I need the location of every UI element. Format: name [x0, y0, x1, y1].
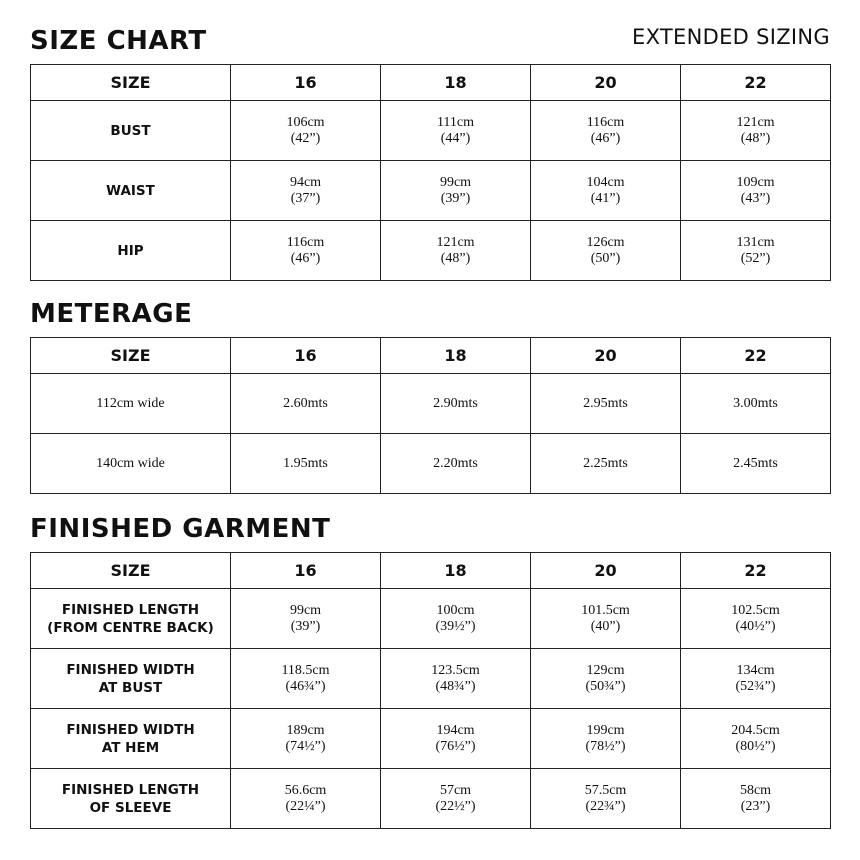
meterage-title: METERAGE: [30, 299, 193, 329]
row-label-hip: HIP: [31, 221, 231, 281]
table-cell: [531, 221, 681, 281]
cell-inch: (74½”): [285, 738, 326, 754]
row-label-bust: BUST: [31, 101, 231, 161]
cell-inch: (43”): [740, 190, 771, 206]
size-22-header: 22: [681, 553, 831, 589]
row-label-112cm-wide: 112cm wide: [31, 374, 231, 434]
cell-inch: (44”): [440, 130, 471, 146]
size-22-header: 22: [681, 338, 831, 374]
row-label-finished-length-sleeve: [31, 769, 231, 829]
cell-cm: 121cm: [736, 114, 775, 130]
table-cell: 2.45mts: [681, 434, 831, 494]
row-label-line: (FROM CENTRE BACK): [47, 619, 214, 636]
table-cell: [231, 101, 381, 161]
cell-cm: 58cm: [739, 782, 772, 798]
cell-cm: 99cm: [289, 602, 322, 618]
cell-inch: (46¾”): [285, 678, 326, 694]
size-20-header: 20: [531, 65, 681, 101]
cell-inch: (48”): [740, 130, 771, 146]
table-row: [31, 374, 831, 434]
table-cell: 3.00mts: [681, 374, 831, 434]
row-label-line: FINISHED WIDTH: [66, 661, 195, 678]
table-cell: 2.20mts: [381, 434, 531, 494]
size-chart-table: [30, 64, 831, 281]
table-cell: [531, 101, 681, 161]
table-cell: [381, 709, 531, 769]
size-18-header: 18: [381, 65, 531, 101]
table-cell: [231, 709, 381, 769]
size-18-header: 18: [381, 553, 531, 589]
size-20-header: 20: [531, 338, 681, 374]
cell-cm: 116cm: [286, 234, 325, 250]
cell-cm: 116cm: [586, 114, 625, 130]
table-cell: [381, 589, 531, 649]
cell-cm: 131cm: [736, 234, 775, 250]
table-cell: 2.95mts: [531, 374, 681, 434]
size-22-header: 22: [681, 65, 831, 101]
table-cell: 1.95mts: [231, 434, 381, 494]
table-cell: [381, 649, 531, 709]
table-row: [31, 434, 831, 494]
table-row: [31, 649, 831, 709]
table-cell: [231, 221, 381, 281]
table-cell: [231, 589, 381, 649]
row-label-waist: WAIST: [31, 161, 231, 221]
table-cell: 2.90mts: [381, 374, 531, 434]
cell-inch: (48”): [440, 250, 471, 266]
table-cell: [681, 709, 831, 769]
row-label-finished-width-hem: [31, 709, 231, 769]
cell-cm: 204.5cm: [731, 722, 780, 738]
row-label-finished-length-centre-back: [31, 589, 231, 649]
table-cell: [681, 649, 831, 709]
table-row: [31, 769, 831, 829]
cell-inch: (22¼”): [285, 798, 326, 814]
cell-inch: (46”): [290, 250, 321, 266]
cell-cm: 121cm: [436, 234, 475, 250]
size-header: SIZE: [31, 338, 231, 374]
table-cell: [381, 161, 531, 221]
table-row: [31, 221, 831, 281]
table-cell: [681, 101, 831, 161]
finished-garment-table: [30, 552, 831, 829]
cell-cm: 111cm: [436, 114, 475, 130]
table-cell: [681, 221, 831, 281]
cell-inch: (22½”): [435, 798, 476, 814]
cell-inch: (80½”): [735, 738, 776, 754]
table-cell: [681, 769, 831, 829]
cell-inch: (52¾”): [735, 678, 776, 694]
cell-inch: (50¾”): [585, 678, 626, 694]
cell-inch: (76½”): [435, 738, 476, 754]
cell-cm: 118.5cm: [281, 662, 330, 678]
cell-inch: (78½”): [585, 738, 626, 754]
cell-cm: 100cm: [436, 602, 475, 618]
cell-cm: 129cm: [586, 662, 625, 678]
table-row: [31, 589, 831, 649]
size-16-header: 16: [231, 553, 381, 589]
table-row: [31, 709, 831, 769]
cell-cm: 194cm: [436, 722, 475, 738]
cell-inch: (22¾”): [585, 798, 626, 814]
cell-inch: (42”): [290, 130, 321, 146]
table-cell: [381, 221, 531, 281]
row-label-140cm-wide: 140cm wide: [31, 434, 231, 494]
row-label-line: FINISHED LENGTH: [61, 781, 200, 798]
table-cell: [681, 161, 831, 221]
table-cell: [381, 769, 531, 829]
cell-cm: 109cm: [736, 174, 775, 190]
table-cell: [531, 709, 681, 769]
cell-cm: 102.5cm: [731, 602, 780, 618]
table-cell: [231, 161, 381, 221]
row-label-line: FINISHED WIDTH: [66, 721, 195, 738]
cell-inch: (52”): [740, 250, 771, 266]
cell-cm: 134cm: [736, 662, 775, 678]
cell-cm: 199cm: [586, 722, 625, 738]
cell-inch: (48¾”): [435, 678, 476, 694]
cell-inch: (40½”): [735, 618, 776, 634]
table-cell: [681, 589, 831, 649]
table-cell: [231, 649, 381, 709]
finished-garment-title: FINISHED GARMENT: [30, 514, 331, 544]
size-18-header: 18: [381, 338, 531, 374]
table-cell: [531, 589, 681, 649]
cell-inch: (37”): [290, 190, 321, 206]
table-cell: [531, 769, 681, 829]
table-row: [31, 161, 831, 221]
size-chart-title: SIZE CHART: [30, 26, 207, 56]
cell-cm: 94cm: [289, 174, 322, 190]
table-cell: [231, 769, 381, 829]
meterage-header-row: [31, 338, 831, 374]
table-cell: [531, 649, 681, 709]
cell-cm: 99cm: [439, 174, 472, 190]
cell-cm: 104cm: [586, 174, 625, 190]
cell-cm: 106cm: [286, 114, 325, 130]
size-chart-header-row: [31, 65, 831, 101]
cell-inch: (41”): [590, 190, 621, 206]
cell-cm: 56.6cm: [284, 782, 327, 798]
table-cell: [381, 101, 531, 161]
cell-inch: (39½”): [435, 618, 476, 634]
cell-inch: (39”): [290, 618, 321, 634]
cell-inch: (39”): [440, 190, 471, 206]
cell-inch: (50”): [590, 250, 621, 266]
cell-inch: (46”): [590, 130, 621, 146]
size-20-header: 20: [531, 553, 681, 589]
cell-cm: 57cm: [439, 782, 472, 798]
cell-cm: 101.5cm: [581, 602, 630, 618]
row-label-line: FINISHED LENGTH: [61, 601, 200, 618]
cell-inch: (23”): [740, 798, 771, 814]
row-label-line: AT HEM: [101, 739, 160, 756]
row-label-finished-width-bust: [31, 649, 231, 709]
meterage-table: [30, 337, 831, 494]
cell-inch: (40”): [590, 618, 621, 634]
cell-cm: 189cm: [286, 722, 325, 738]
size-16-header: 16: [231, 65, 381, 101]
finished-garment-header-row: [31, 553, 831, 589]
size-16-header: 16: [231, 338, 381, 374]
row-label-line: AT BUST: [98, 679, 163, 696]
cell-cm: 126cm: [586, 234, 625, 250]
table-row: [31, 101, 831, 161]
size-header: SIZE: [31, 65, 231, 101]
cell-cm: 57.5cm: [584, 782, 627, 798]
table-cell: 2.60mts: [231, 374, 381, 434]
cell-cm: 123.5cm: [431, 662, 480, 678]
table-cell: [531, 161, 681, 221]
extended-sizing-label: EXTENDED SIZING: [632, 25, 830, 49]
size-header: SIZE: [31, 553, 231, 589]
row-label-line: OF SLEEVE: [89, 799, 172, 816]
table-cell: 2.25mts: [531, 434, 681, 494]
